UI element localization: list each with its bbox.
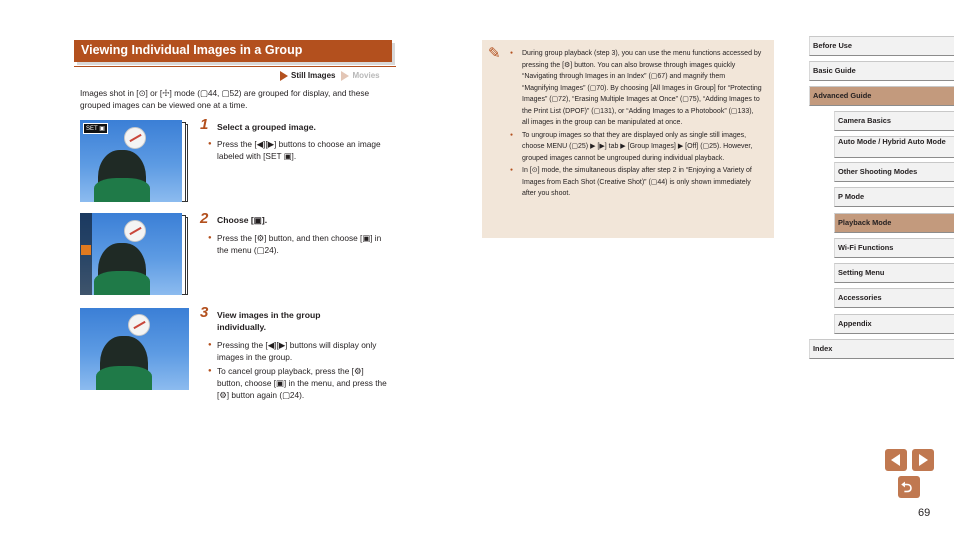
volleyball [124, 220, 146, 242]
note-item: ● In [⊙] mode, the simultaneous display after step 2 in “Enjoying a Variety of Images from Each Shot (Creative Shot)” (▢44) is only shown immediately after you shoot. [510, 165, 762, 200]
step1-screen-image [80, 120, 190, 204]
step2-screen-image [80, 213, 190, 297]
shirt [96, 366, 152, 390]
note-list [510, 48, 762, 201]
step-title: Select a grouped image. [217, 122, 316, 132]
arrow-left-icon [891, 454, 900, 466]
note-box [482, 40, 774, 238]
nav-appendix[interactable]: Appendix [834, 314, 954, 334]
arrow-icon [280, 71, 288, 81]
next-page-button[interactable] [912, 449, 934, 471]
nav-wifi-functions[interactable]: Wi-Fi Functions [834, 238, 954, 258]
step-number: 3 [200, 304, 209, 321]
nav-other-shooting-modes[interactable]: Other Shooting Modes [834, 162, 954, 182]
step-title: Choose [▣]. [217, 215, 268, 225]
playback-side-menu [80, 213, 92, 295]
mode-indicator [280, 71, 380, 81]
step3-screen-image [80, 308, 189, 390]
page-number: 69 [918, 507, 931, 519]
return-icon: ⮌ [901, 479, 913, 495]
arrow-right-icon [919, 454, 928, 466]
nav-camera-basics[interactable]: Camera Basics [834, 111, 954, 131]
nav-auto-mode[interactable]: Auto Mode / Hybrid Auto Mode [834, 136, 954, 158]
intro-text: Images shot in [⊙] or [☩] mode (▢44, ▢52) are grouped for display, and these grouped images can be viewed one at a time. [80, 88, 370, 110]
shirt [94, 178, 150, 202]
section-title: Viewing Individual Images in a Group [74, 40, 392, 62]
step-instruction: ● Pressing the [◀][▶] buttons will display only images in the group. [208, 339, 388, 363]
shirt [94, 271, 150, 295]
nav-before-use[interactable]: Before Use [809, 36, 954, 56]
step-number: 1 [200, 116, 209, 133]
volleyball [124, 127, 146, 149]
nav-accessories[interactable]: Accessories [834, 288, 954, 308]
step-number: 2 [200, 210, 209, 227]
note-item: ● To ungroup images so that they are displayed only as single still images, choose MENU (▢25) ▶ [▶] tab ▶ [Group Images] ▶ [Off] (▢25). However, grouped images cannot be ungrouped during individual playback. [510, 130, 762, 165]
step-instruction: ● Press the [◀][▶] buttons to choose an image labeled with [SET ▣]. [208, 138, 388, 162]
still-images-mode: Still Images [280, 71, 335, 81]
nav-setting-menu[interactable]: Setting Menu [834, 263, 954, 283]
movies-mode: Movies [341, 71, 379, 81]
menu-selection [81, 245, 91, 255]
step-instruction: ● Press the [⚙] button, and then choose [▣] in the menu (▢24). [208, 232, 388, 256]
nav-advanced-guide[interactable]: Advanced Guide [809, 86, 954, 106]
title-divider [74, 66, 396, 67]
nav-basic-guide[interactable]: Basic Guide [809, 61, 954, 81]
arrow-icon [341, 71, 349, 81]
step-title: View images in the group individually. [217, 310, 321, 332]
nav-index[interactable]: Index [809, 339, 954, 359]
step-instruction: ● To cancel group playback, press the [⚙] button, choose [▣] in the menu, and press the [⚙] button again (▢24). [208, 365, 388, 401]
previous-page-button[interactable] [885, 449, 907, 471]
nav-playback-mode[interactable]: Playback Mode [834, 213, 954, 233]
group-badge: SET ▣ [83, 123, 108, 134]
return-button[interactable] [898, 476, 920, 498]
pencil-icon: ✎ [488, 45, 501, 62]
nav-p-mode[interactable]: P Mode [834, 187, 954, 207]
note-item: ● During group playback (step 3), you can use the menu functions accessed by pressing the [⚙] button. You can also browse through images quickly “Navigating through Images in an Index” (▢67) and magnify them “Magnifying Images” (▢70). By choosing [All Images in Group] for “Protecting Images” (▢72), “Erasing Multiple Images at Once” (▢75), “Adding Images to the Print List (DPOF)” (▢131), or “Adding Images to a Photobook” (▢133), all images in the group can be manipulated at once. [510, 48, 762, 129]
volleyball [128, 314, 150, 336]
